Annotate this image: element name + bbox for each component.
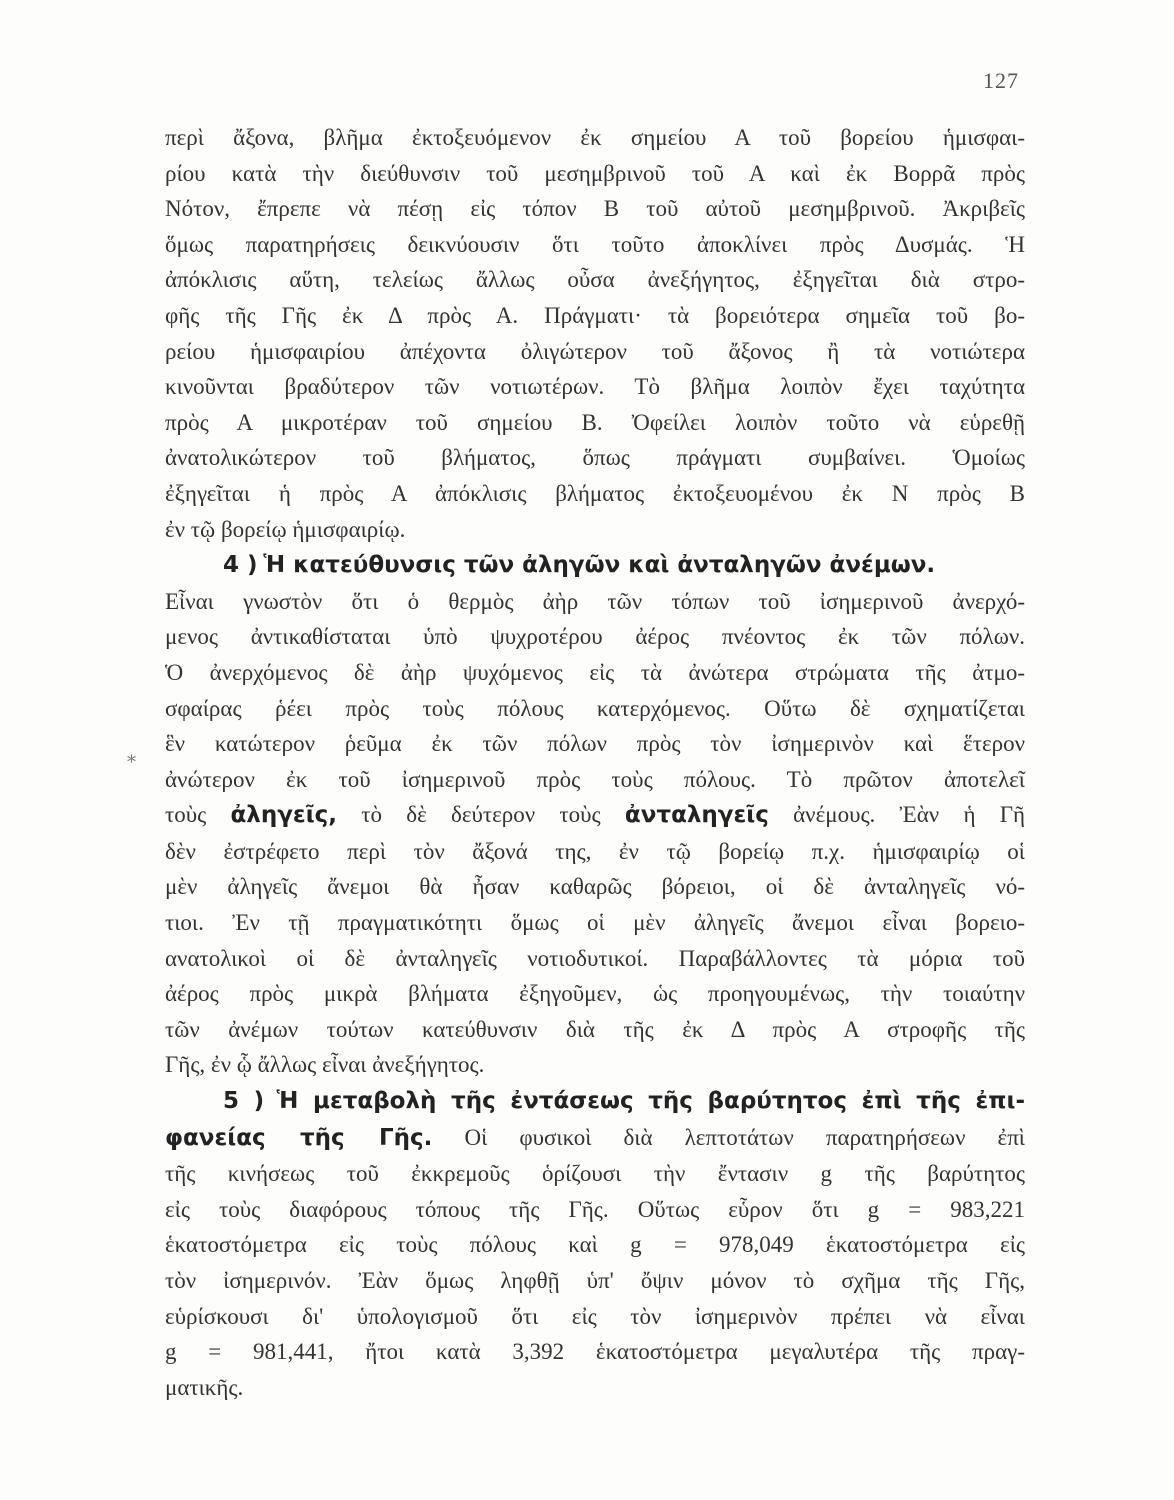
text-line: ἀπόκλισις αὕτη, τελείως ἄλλως οὖσα ἀνεξήγητος, ἐξηγεῖται διὰ στρο-: [165, 267, 1025, 293]
term-aleges: ἀληγεῖς,: [230, 802, 338, 829]
text-line: ματικῆς.: [165, 1374, 244, 1400]
text-line: Εἶναι γνωστὸν ὅτι ὁ θερμὸς ἀὴρ τῶν τόπων τοῦ ἰσημερινοῦ ἀνερχό-: [165, 588, 1025, 614]
text-line: τῆς κινήσεως τοῦ ἐκκρεμοῦς ὁρίζουσι τὴν ἔντασιν g τῆς βαρύτητος: [165, 1161, 1025, 1187]
body-text: [165, 120, 1025, 1405]
text-line: ἀνατολικώτερον τοῦ βλήματος, ὅπως πράγματι συμβαίνει. Ὁμοίως: [165, 445, 1025, 471]
text-line: μὲν ἀληγεῖς ἄνεμοι θὰ ἦσαν καθαρῶς βόρειοι, οἱ δὲ ἀνταληγεῖς νό-: [165, 874, 1025, 900]
text-line: τῶν ἀνέμων τούτων κατεύθυνσιν διὰ τῆς ἐκ Δ πρὸς Α στροφῆς τῆς: [165, 1016, 1025, 1042]
text-fragment: τοὺς: [165, 802, 207, 828]
text-fragment: Οἱ φυσικοὶ διὰ λεπτοτάτων παρατηρήσεων ἐπὶ: [464, 1124, 1025, 1150]
text-line: ἀέρος πρὸς μικρὰ βλήματα ἐξηγοῦμεν, ὡς προηγουμένως, τὴν τοιαύτην: [165, 981, 1025, 1007]
paragraph-continuation: [165, 120, 1025, 547]
text-line: περὶ ἄξονα, βλῆμα ἐκτοξευόμενον ἐκ σημείου Α τοῦ βορείου ἡμισφαι-: [165, 125, 1025, 150]
text-line: τιοι. Ἐν τῇ πραγματικότητι ὅμως οἱ μὲν ἀληγεῖς ἄνεμοι εἶναι βορειο-: [165, 910, 1025, 936]
text-line: μενος ἀντικαθίσταται ὑπὸ ψυχροτέρου ἀέρος πνέοντος ἐκ τῶν πόλων.: [165, 624, 1025, 650]
section-title: Ἡ κατεύθυνσις τῶν ἀληγῶν καὶ ἀνταληγῶν ἀνέμων.: [263, 552, 936, 579]
text-line: [165, 797, 1025, 834]
text-line: ἓν κατώτερον ῥεῦμα ἐκ τῶν πόλων πρὸς τὸν ἰσημερινὸν καὶ ἕτερον: [165, 731, 1025, 757]
text-line: ανατολικοὶ οἱ δὲ ἀνταληγεῖς νοτιοδυτικοί. Παραβάλλοντες τὰ μόρια τοῦ: [165, 945, 1025, 971]
page-number: 127: [983, 68, 1019, 93]
section-4: [165, 547, 1025, 1083]
text-line: Γῆς, ἐν ᾧ ἄλλως εἶναι ἀνεξήγητος.: [165, 1052, 485, 1078]
section-title-continued: φανείας τῆς Γῆς.: [165, 1124, 433, 1151]
text-line: σφαίρας ῥέει πρὸς τοὺς πόλους κατερχόμενος. Οὕτω δὲ σχηματίζεται: [165, 695, 1025, 721]
text-line: ρείου ἡμισφαιρίου ἀπέχοντα ὀλιγώτερον τοῦ ἄξονος ἢ τὰ νοτιώτερα: [165, 338, 1025, 364]
text-line: κινοῦνται βραδύτερον τῶν νοτιωτέρων. Τὸ βλῆμα λοιπὸν ἔχει ταχύτητα: [165, 374, 1025, 400]
section-title: Ἡ μεταβολὴ τῆς ἐντάσεως τῆς βαρύτητος ἐπὶ τῆς ἐπι-: [276, 1088, 1025, 1115]
text-line: [165, 1120, 1025, 1157]
text-line: ρίου κατὰ τὴν διεύθυνσιν τοῦ μεσημβρινοῦ τοῦ Α καὶ ἐκ Βορρᾶ πρὸς: [165, 160, 1025, 186]
text-line: ὅμως παρατηρήσεις δεικνύουσιν ὅτι τοῦτο ἀποκλίνει πρὸς Δυσμάς. Ἡ: [165, 231, 1025, 257]
text-line: φῆς τῆς Γῆς ἐκ Δ πρὸς Α. Πράγματι· τὰ βορειότερα σημεῖα τοῦ βο-: [165, 302, 1025, 328]
section-number: 4 ): [223, 552, 258, 579]
section-heading: [165, 547, 1025, 584]
section-heading: [165, 1083, 1025, 1120]
text-line: εἰς τοὺς διαφόρους τόπους τῆς Γῆς. Οὕτως εὗρον ὅτι g = 983,221: [165, 1196, 1025, 1222]
text-line: ἐν τῷ βορείῳ ἡμισφαιρίῳ.: [165, 516, 406, 542]
text-line: ἐξηγεῖται ἡ πρὸς Α ἀπόκλισις βλήματος ἐκτοξευομένου ἐκ Ν πρὸς Β: [165, 480, 1025, 506]
text-line: δὲν ἐστρέφετο περὶ τὸν ἄξονά της, ἐν τῷ βορείῳ π.χ. ἡμισφαιρίῳ οἱ: [165, 838, 1025, 864]
margin-mark: *: [127, 752, 136, 773]
text-line: πρὸς Α μικροτέραν τοῦ σημείου Β. Ὀφείλει λοιπὸν τοῦτο νὰ εὑρεθῇ: [165, 409, 1025, 435]
text-line: Ὁ ἀνερχόμενος δὲ ἀὴρ ψυχόμενος εἰς τὰ ἀνώτερα στρώματα τῆς ἀτμο-: [165, 659, 1025, 685]
text-line: g = 981,441, ἤτοι κατὰ 3,392 ἑκατοστόμετρα μεγαλυτέρα τῆς πραγ-: [165, 1339, 1025, 1365]
section-number: 5 ): [223, 1088, 265, 1115]
text-line: ἀνώτερον ἐκ τοῦ ἰσημερινοῦ πρὸς τοὺς πόλους. Τὸ πρῶτον ἀποτελεῖ: [165, 766, 1025, 792]
text-fragment: ἀνέμους. Ἐὰν ἡ Γῆ: [793, 802, 1026, 828]
text-line: ἑκατοστόμετρα εἰς τοὺς πόλους καὶ g = 978,049 ἑκατοστόμετρα εἰς: [165, 1232, 1025, 1258]
term-antaleges: ἀνταληγεῖς: [624, 802, 769, 829]
text-line: εὑρίσκουσι δι' ὑπολογισμοῦ ὅτι εἰς τὸν ἰσημερινὸν πρέπει νὰ εἶναι: [165, 1303, 1025, 1329]
text-line: τὸν ἰσημερινόν. Ἐὰν ὅμως ληφθῇ ὑπ' ὄψιν μόνον τὸ σχῆμα τῆς Γῆς,: [165, 1268, 1025, 1293]
text-fragment: τὸ δὲ δεύτερον τοὺς: [361, 802, 601, 828]
text-line: Νότον, ἔπρεπε νὰ πέσῃ εἰς τόπον Β τοῦ αὐτοῦ μεσημβρινοῦ. Ἀκριβεῖς: [165, 196, 1025, 222]
section-5: [165, 1083, 1025, 1405]
